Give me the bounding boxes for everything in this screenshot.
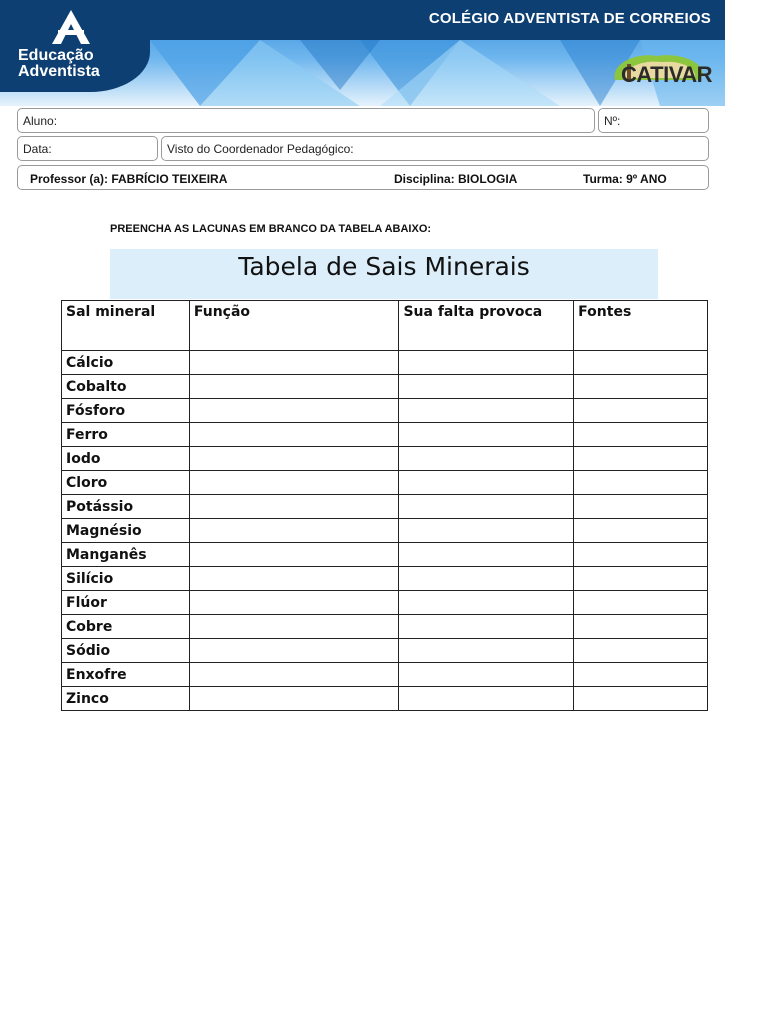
table-header-row <box>62 301 708 351</box>
table-row <box>62 519 708 543</box>
table-title-band <box>110 249 658 299</box>
mineral-name-cell: Manganês <box>62 543 190 567</box>
fontes-cell[interactable] <box>574 687 708 711</box>
mineral-name-cell: Cobalto <box>62 375 190 399</box>
falta-provoca-cell[interactable] <box>399 543 574 567</box>
data-field[interactable] <box>17 136 158 161</box>
funcao-cell[interactable] <box>189 471 399 495</box>
table-row <box>62 495 708 519</box>
fontes-cell[interactable] <box>574 543 708 567</box>
visto-coordenador-field[interactable] <box>161 136 709 161</box>
numero-field[interactable] <box>598 108 709 133</box>
educacao-adventista-logo <box>0 0 150 92</box>
fontes-cell[interactable] <box>574 519 708 543</box>
fontes-cell[interactable] <box>574 375 708 399</box>
mineral-name-cell: Zinco <box>62 687 190 711</box>
logo-line-2: Adventista <box>18 63 100 80</box>
fontes-cell[interactable] <box>574 495 708 519</box>
logo-line-1: Educação <box>18 47 94 64</box>
fontes-cell[interactable] <box>574 423 708 447</box>
falta-provoca-cell[interactable] <box>399 639 574 663</box>
funcao-cell[interactable] <box>189 591 399 615</box>
mineral-name-cell: Potássio <box>62 495 190 519</box>
falta-provoca-cell[interactable] <box>399 663 574 687</box>
table-row <box>62 447 708 471</box>
header-funcao: Função <box>189 301 399 351</box>
funcao-cell[interactable] <box>189 495 399 519</box>
mineral-name-cell: Cloro <box>62 471 190 495</box>
turma-text: Turma: 9º ANO <box>583 172 667 186</box>
funcao-cell[interactable] <box>189 423 399 447</box>
teacher-info-line <box>17 165 709 190</box>
falta-provoca-cell[interactable] <box>399 399 574 423</box>
table-row <box>62 423 708 447</box>
mineral-name-cell: Iodo <box>62 447 190 471</box>
professor-text: Professor (a): FABRÍCIO TEIXEIRA <box>30 172 228 186</box>
falta-provoca-cell[interactable] <box>399 519 574 543</box>
table-row <box>62 399 708 423</box>
falta-provoca-cell[interactable] <box>399 591 574 615</box>
mineral-name-cell: Cálcio <box>62 351 190 375</box>
table-row <box>62 663 708 687</box>
aluno-label: Aluno: <box>23 113 58 128</box>
table-row <box>62 639 708 663</box>
falta-provoca-cell[interactable] <box>399 471 574 495</box>
header-fontes: Fontes <box>574 301 708 351</box>
instruction-text: PREENCHA AS LACUNAS EM BRANCO DA TABELA ABAIXO: <box>110 223 432 235</box>
table-row <box>62 567 708 591</box>
fontes-cell[interactable] <box>574 639 708 663</box>
fontes-cell[interactable] <box>574 567 708 591</box>
falta-provoca-cell[interactable] <box>399 423 574 447</box>
fontes-cell[interactable] <box>574 447 708 471</box>
mineral-name-cell: Silício <box>62 567 190 591</box>
minerals-table <box>61 300 708 711</box>
funcao-cell[interactable] <box>189 615 399 639</box>
numero-label: Nº: <box>604 113 621 128</box>
mineral-name-cell: Enxofre <box>62 663 190 687</box>
fontes-cell[interactable] <box>574 663 708 687</box>
table-row <box>62 687 708 711</box>
funcao-cell[interactable] <box>189 519 399 543</box>
falta-provoca-cell[interactable] <box>399 495 574 519</box>
cativar-wordmark: CATIVAR <box>621 62 713 87</box>
fontes-cell[interactable] <box>574 399 708 423</box>
table-title: Tabela de Sais Minerais <box>238 252 530 281</box>
falta-provoca-cell[interactable] <box>399 447 574 471</box>
table-row <box>62 591 708 615</box>
logo-text <box>18 48 100 80</box>
visto-label: Visto do Coordenador Pedagógico: <box>167 141 354 156</box>
funcao-cell[interactable] <box>189 663 399 687</box>
adventist-flame-A-icon <box>50 8 92 46</box>
funcao-cell[interactable] <box>189 543 399 567</box>
funcao-cell[interactable] <box>189 639 399 663</box>
falta-provoca-cell[interactable] <box>399 375 574 399</box>
fontes-cell[interactable] <box>574 351 708 375</box>
mineral-name-cell: Cobre <box>62 615 190 639</box>
table-row <box>62 471 708 495</box>
fontes-cell[interactable] <box>574 591 708 615</box>
funcao-cell[interactable] <box>189 567 399 591</box>
falta-provoca-cell[interactable] <box>399 567 574 591</box>
header-banner <box>0 0 725 106</box>
funcao-cell[interactable] <box>189 351 399 375</box>
mineral-name-cell: Ferro <box>62 423 190 447</box>
funcao-cell[interactable] <box>189 375 399 399</box>
funcao-cell[interactable] <box>189 399 399 423</box>
mineral-name-cell: Sódio <box>62 639 190 663</box>
funcao-cell[interactable] <box>189 447 399 471</box>
data-label: Data: <box>23 141 52 156</box>
table-row <box>62 543 708 567</box>
mineral-name-cell: Flúor <box>62 591 190 615</box>
cativar-logo <box>605 50 715 94</box>
header-sal-mineral: Sal mineral <box>62 301 190 351</box>
mineral-name-cell: Fósforo <box>62 399 190 423</box>
table-body <box>62 351 708 711</box>
fontes-cell[interactable] <box>574 615 708 639</box>
table-row <box>62 615 708 639</box>
falta-provoca-cell[interactable] <box>399 615 574 639</box>
funcao-cell[interactable] <box>189 687 399 711</box>
falta-provoca-cell[interactable] <box>399 687 574 711</box>
school-name: COLÉGIO ADVENTISTA DE CORREIOS <box>428 10 711 27</box>
falta-provoca-cell[interactable] <box>399 351 574 375</box>
header-sua-falta-provoca: Sua falta provoca <box>399 301 574 351</box>
table-row <box>62 351 708 375</box>
disciplina-text: Disciplina: BIOLOGIA <box>394 172 518 186</box>
mineral-name-cell: Magnésio <box>62 519 190 543</box>
aluno-field[interactable] <box>17 108 595 133</box>
fontes-cell[interactable] <box>574 471 708 495</box>
table-row <box>62 375 708 399</box>
